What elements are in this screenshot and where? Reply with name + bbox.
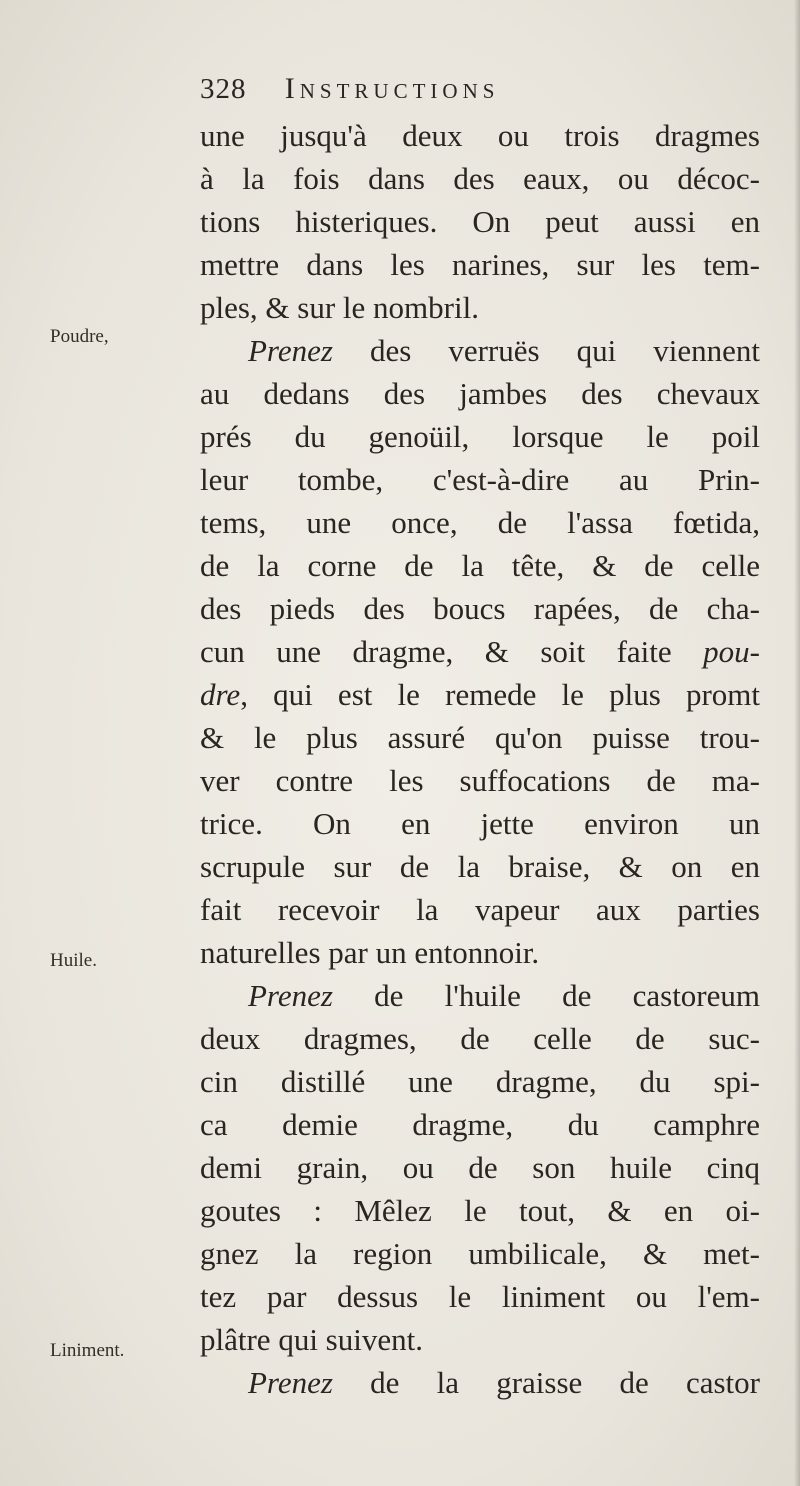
text-line: ca demie dragme, du camphre xyxy=(200,1107,760,1142)
text-line: ples, & sur le nombril. xyxy=(200,290,479,325)
text-line: fait recevoir la vapeur aux parties xyxy=(200,892,760,927)
text-line: tems, une once, de l'assa fœtida, xyxy=(200,505,760,540)
text-line: deux dragmes, de celle de suc- xyxy=(200,1021,760,1056)
text-line: à la fois dans des eaux, ou décoc- xyxy=(200,161,760,196)
margin-note-poudre: Poudre, xyxy=(50,326,109,347)
text-line: mettre dans les narines, sur les tem- xyxy=(200,247,760,282)
running-title: Instructions xyxy=(284,72,500,105)
text-line: scrupule sur de la braise, & on en xyxy=(200,849,760,884)
text-line: Prenez de l'huile de castoreum xyxy=(248,978,760,1013)
text-line: tions histeriques. On peut aussi en xyxy=(200,204,760,239)
text-line: Prenez de la graisse de castor xyxy=(248,1365,760,1400)
margin-note-liniment: Liniment. xyxy=(50,1340,125,1361)
text-line: leur tombe, c'est-à-dire au Prin- xyxy=(200,462,760,497)
text-line: trice. On en jette environ un xyxy=(200,806,760,841)
text-line: gnez la region umbilicale, & met- xyxy=(200,1236,760,1271)
text-line: & le plus assuré qu'on puisse trou- xyxy=(200,720,760,755)
text-line: Prenez des verruës qui viennent xyxy=(248,333,760,368)
body-text xyxy=(200,114,760,1404)
margin-note-huile: Huile. xyxy=(50,950,97,971)
page-number: 328 xyxy=(200,73,247,105)
text-line: prés du genoüil, lorsque le poil xyxy=(200,419,760,454)
text-line: demi grain, ou de son huile cinq xyxy=(200,1150,760,1185)
text-line: plâtre qui suivent. xyxy=(200,1322,423,1357)
text-line: au dedans des jambes des chevaux xyxy=(200,376,760,411)
page-edge-shadow xyxy=(794,0,800,1486)
text-line: cin distillé une dragme, du spi- xyxy=(200,1064,760,1099)
page-header xyxy=(200,72,760,106)
text-line: tez par dessus le liniment ou l'em- xyxy=(200,1279,760,1314)
text-line: dre, qui est le remede le plus promt xyxy=(200,677,760,712)
text-line: cun une dragme, & soit faite pou- xyxy=(200,634,760,669)
text-line: naturelles par un entonnoir. xyxy=(200,935,540,970)
text-line: de la corne de la tête, & de celle xyxy=(200,548,760,583)
text-line: goutes : Mêlez le tout, & en oi- xyxy=(200,1193,760,1228)
text-line: ver contre les suffocations de ma- xyxy=(200,763,760,798)
text-line: des pieds des boucs rapées, de cha- xyxy=(200,591,760,626)
text-line: une jusqu'à deux ou trois dragmes xyxy=(200,118,760,153)
